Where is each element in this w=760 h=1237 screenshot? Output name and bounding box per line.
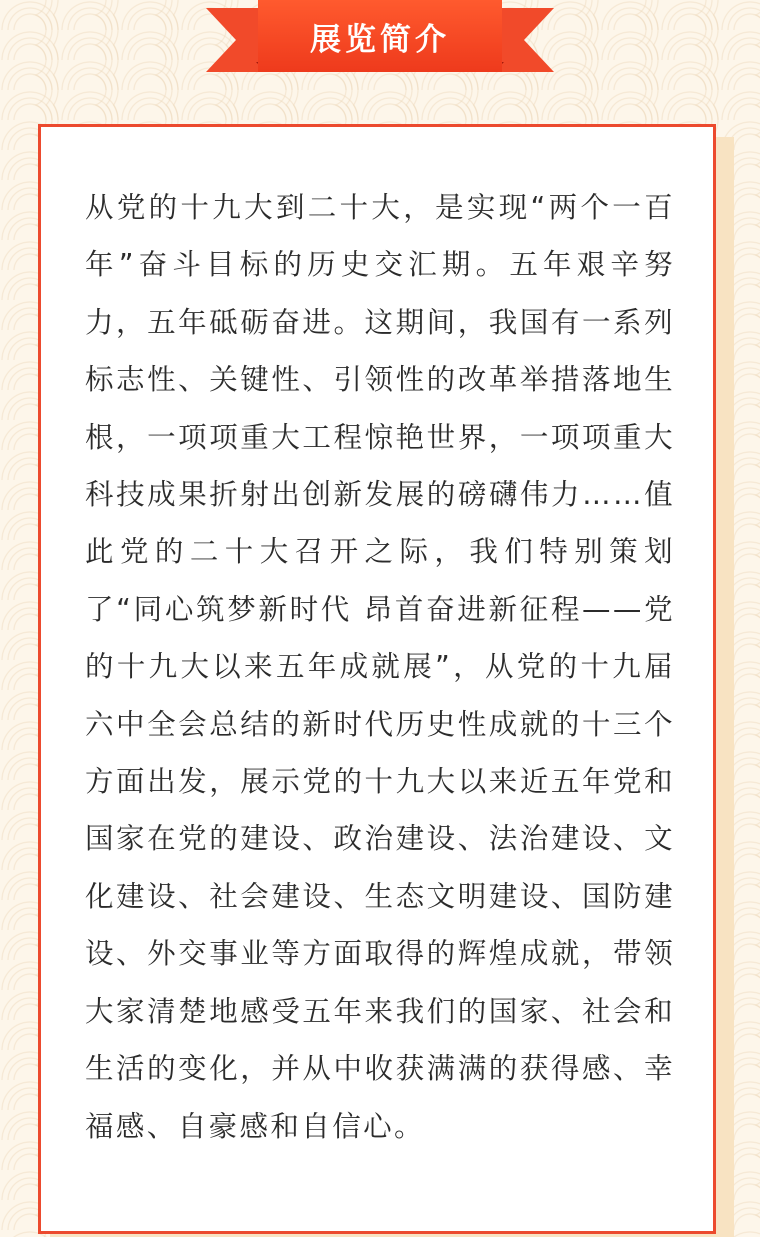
banner-right-tail — [524, 8, 554, 72]
page-title: 展览简介 — [310, 21, 450, 58]
banner-left-tail — [206, 8, 236, 72]
intro-paragraph: 从党的十九大到二十大，是实现“两个一百年”奋斗目标的历史交汇期。五年艰辛努力，五年砥砺奋进。这期间，我国有一系列标志性、关键性、引领性的改革举措落地生根，一项项重大工程惊艳世界，一项项重大科技成果折射出创新发展的磅礴伟力……值此党的二十大召开之际，我们特别策划了“同心筑梦新时代 昂首奋进新征程——党的十九大以来五年成就展”，从党的十九届六中全会总结的新时代历史性成就的十三个方面出发，展示党的十九大以来近五年党和国家在党的建设、政治建设、法治建设、文化建设、社会建设、生态文明建设、国防建设、外交事业等方面取得的辉煌成就，带领大家清楚地感受五年来我们的国家、社会和生活的变化，并从中收获满满的获得感、幸福感、自豪感和自信心。 — [85, 191, 675, 1143]
banner-ribbon — [258, 0, 502, 72]
intro-card — [38, 124, 716, 1234]
title-banner — [206, 0, 554, 76]
